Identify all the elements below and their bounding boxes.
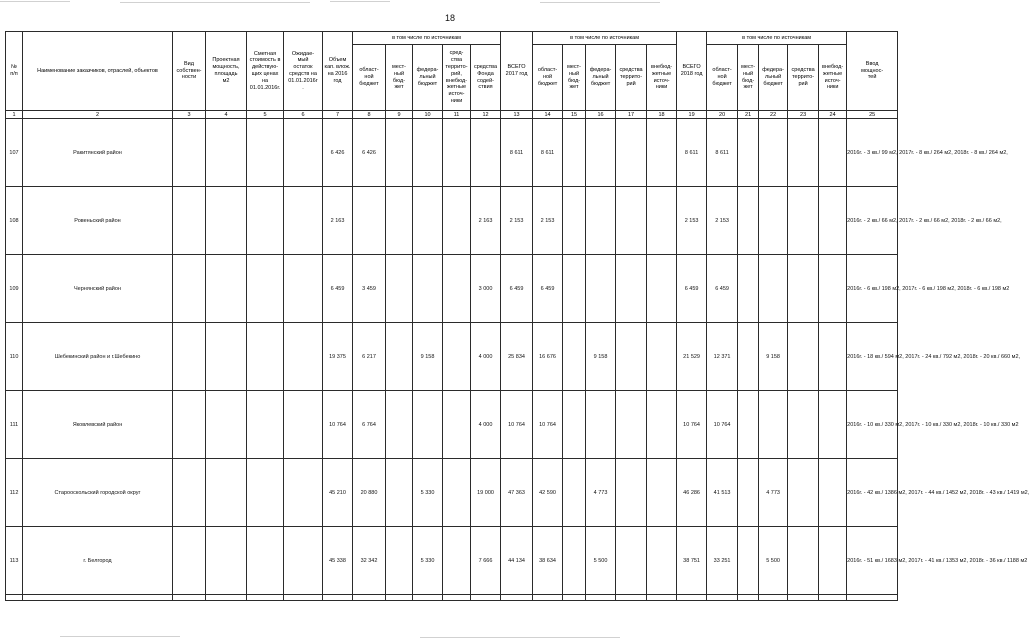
header-group-sources-2017: в том числе по источникам — [533, 32, 677, 45]
total-2017: 2 153 — [501, 187, 533, 255]
header-row-number: № п/п — [6, 32, 23, 111]
total-2017: 6 459 — [501, 255, 533, 323]
federal-budget-2017: 5 500 — [586, 527, 616, 595]
extrabudgetary-2018 — [819, 119, 847, 187]
ownership-type — [173, 527, 206, 595]
header-ownership-type: Вид собствен- ности — [173, 32, 206, 111]
row-number: 111 — [6, 391, 23, 459]
header-extrabudgetary-2017: внебюд- жетные источ- ники — [647, 45, 677, 111]
table-row — [6, 459, 898, 527]
object-name: Шебекинский район и г.Шебекино — [23, 323, 173, 391]
regional-budget-2018: 6 459 — [707, 255, 738, 323]
empty-cell — [533, 595, 563, 601]
local-budget-2017 — [563, 187, 586, 255]
row-number: 109 — [6, 255, 23, 323]
header-territory-funds-2017: средства террито- рий — [616, 45, 647, 111]
row-number: 110 — [6, 323, 23, 391]
local-budget-2018 — [738, 187, 759, 255]
regional-budget-2016: 20 880 — [353, 459, 386, 527]
empty-cell — [443, 595, 471, 601]
row-number: 112 — [6, 459, 23, 527]
assistance-fund-2016: 3 000 — [471, 255, 501, 323]
column-number: 17 — [616, 111, 647, 119]
extrabudgetary-2018 — [819, 187, 847, 255]
expected-balance — [284, 391, 323, 459]
local-budget-2016 — [386, 255, 413, 323]
estimated-cost — [247, 119, 284, 187]
design-capacity — [206, 459, 247, 527]
assistance-fund-2016: 2 163 — [471, 187, 501, 255]
column-number: 1 — [6, 111, 23, 119]
column-number: 21 — [738, 111, 759, 119]
ownership-type — [173, 459, 206, 527]
extrabudgetary-2017 — [647, 527, 677, 595]
column-number: 25 — [847, 111, 898, 119]
territory-funds-2017 — [616, 459, 647, 527]
territory-funds-2018 — [788, 255, 819, 323]
header-investment-2016: Объем кап. влож. на 2016 год — [323, 32, 353, 111]
table-row — [6, 255, 898, 323]
estimated-cost — [247, 323, 284, 391]
local-budget-2016 — [386, 459, 413, 527]
federal-budget-2016: 9 158 — [413, 323, 443, 391]
header-local-budget-2016: мест- ный бюд- жет — [386, 45, 413, 111]
header-local-budget-2017: мест- ный бюд- жет — [563, 45, 586, 111]
federal-budget-2018 — [759, 255, 788, 323]
federal-budget-2017: 4 773 — [586, 459, 616, 527]
header-local-budget-2018: мест- ный бюд- жет — [738, 45, 759, 111]
scan-artifact — [60, 636, 180, 637]
federal-budget-2017 — [586, 187, 616, 255]
empty-cell — [677, 595, 707, 601]
local-budget-2018 — [738, 119, 759, 187]
ownership-type — [173, 323, 206, 391]
territory-funds-2016 — [443, 119, 471, 187]
estimated-cost — [247, 187, 284, 255]
design-capacity — [206, 187, 247, 255]
header-territory-funds-2016: сред- ства террито- рий, внебюд- жетные источ- ники — [443, 45, 471, 111]
capacity-commissioning: 2016г. - 51 кв./ 1683 м2, 2017г. - 41 кв./ 1353 м2, 2018г. - 36 кв./ 1188 м2 — [847, 527, 898, 595]
local-budget-2018 — [738, 391, 759, 459]
federal-budget-2017 — [586, 119, 616, 187]
extrabudgetary-2017 — [647, 187, 677, 255]
scan-artifact — [330, 1, 390, 2]
total-2018: 10 764 — [677, 391, 707, 459]
territory-funds-2017 — [616, 391, 647, 459]
regional-budget-2018: 10 764 — [707, 391, 738, 459]
territory-funds-2018 — [788, 187, 819, 255]
territory-funds-2018 — [788, 527, 819, 595]
header-regional-budget-2017: област- ной бюджет — [533, 45, 563, 111]
territory-funds-2016 — [443, 255, 471, 323]
object-name: г. Белгород — [23, 527, 173, 595]
table-row — [6, 323, 898, 391]
capacity-commissioning: 2016г. - 3 кв./ 99 м2, 2017г. - 8 кв./ 264 м2, 2018г. - 8 кв./ 264 м2, — [847, 119, 898, 187]
header-regional-budget-2016: област- ной бюджет — [353, 45, 386, 111]
empty-cell — [647, 595, 677, 601]
design-capacity — [206, 323, 247, 391]
row-number: 108 — [6, 187, 23, 255]
federal-budget-2018 — [759, 391, 788, 459]
empty-cell — [247, 595, 284, 601]
federal-budget-2018: 5 500 — [759, 527, 788, 595]
investment-table — [5, 31, 1029, 601]
row-number: 107 — [6, 119, 23, 187]
capacity-commissioning: 2016г. - 42 кв./ 1386 м2, 2017г. - 44 кв./ 1452 м2, 2018г. - 43 кв./ 1419 м2, — [847, 459, 898, 527]
header-assistance-fund-2016: средства Фонда содей- ствия — [471, 45, 501, 111]
territory-funds-2016 — [443, 323, 471, 391]
local-budget-2017 — [563, 391, 586, 459]
empty-cell — [386, 595, 413, 601]
empty-cell — [738, 595, 759, 601]
object-name: Чернянский район — [23, 255, 173, 323]
empty-cell — [586, 595, 616, 601]
header-regional-budget-2018: област- ной бюджет — [707, 45, 738, 111]
extrabudgetary-2017 — [647, 119, 677, 187]
federal-budget-2016 — [413, 255, 443, 323]
column-number-row — [6, 111, 898, 119]
total-2018: 6 459 — [677, 255, 707, 323]
extrabudgetary-2017 — [647, 323, 677, 391]
territory-funds-2016 — [443, 527, 471, 595]
local-budget-2018 — [738, 459, 759, 527]
header-row — [6, 32, 898, 45]
local-budget-2017 — [563, 527, 586, 595]
local-budget-2017 — [563, 459, 586, 527]
assistance-fund-2016: 4 000 — [471, 323, 501, 391]
extrabudgetary-2017 — [647, 255, 677, 323]
capacity-commissioning: 2016г. - 10 кв./ 330 м2, 2017г. - 10 кв./ 330 м2, 2018г. - 10 кв./ 330 м2 — [847, 391, 898, 459]
column-number: 3 — [173, 111, 206, 119]
ownership-type — [173, 391, 206, 459]
regional-budget-2017: 10 764 — [533, 391, 563, 459]
capacity-commissioning: 2016г. - 6 кв./ 198 м2, 2017г. - 6 кв./ 198 м2, 2018г. - 6 кв./ 198 м2 — [847, 255, 898, 323]
total-2017: 47 363 — [501, 459, 533, 527]
federal-budget-2016 — [413, 391, 443, 459]
column-number: 7 — [323, 111, 353, 119]
total-2017: 25 834 — [501, 323, 533, 391]
territory-funds-2018 — [788, 391, 819, 459]
header-design-capacity: Проектная мощность, площадь м2 — [206, 32, 247, 111]
expected-balance — [284, 323, 323, 391]
assistance-fund-2016: 19 000 — [471, 459, 501, 527]
header-extrabudgetary-2018: внебюд- жетные источ- ники — [819, 45, 847, 111]
empty-cell — [6, 595, 23, 601]
column-number: 12 — [471, 111, 501, 119]
total-2018: 38 751 — [677, 527, 707, 595]
federal-budget-2016: 5 330 — [413, 527, 443, 595]
investment-2016: 6 459 — [323, 255, 353, 323]
territory-funds-2016 — [443, 459, 471, 527]
scan-artifact — [540, 2, 660, 3]
empty-cell — [501, 595, 533, 601]
assistance-fund-2016: 4 000 — [471, 391, 501, 459]
header-group-sources-2018: в том числе по источникам — [707, 32, 847, 45]
federal-budget-2017: 9 158 — [586, 323, 616, 391]
column-number: 4 — [206, 111, 247, 119]
header-expected-balance: Ожидае- мый остаток средств на 01.01.2016г . — [284, 32, 323, 111]
column-number: 6 — [284, 111, 323, 119]
column-number: 14 — [533, 111, 563, 119]
territory-funds-2017 — [616, 323, 647, 391]
expected-balance — [284, 255, 323, 323]
federal-budget-2018: 9 158 — [759, 323, 788, 391]
column-number: 10 — [413, 111, 443, 119]
scan-artifact — [120, 2, 310, 3]
column-number: 15 — [563, 111, 586, 119]
regional-budget-2016 — [353, 187, 386, 255]
expected-balance — [284, 119, 323, 187]
header-total-2018: ВСЕГО 2018 год — [677, 32, 707, 111]
ownership-type — [173, 119, 206, 187]
regional-budget-2017: 8 611 — [533, 119, 563, 187]
header-group-sources-2016: в том числе по источникам — [353, 32, 501, 45]
investment-2016: 10 764 — [323, 391, 353, 459]
estimated-cost — [247, 391, 284, 459]
object-name: Яковлевский район — [23, 391, 173, 459]
estimated-cost — [247, 255, 284, 323]
column-number: 8 — [353, 111, 386, 119]
scan-artifact — [0, 1, 70, 2]
total-2018: 21 529 — [677, 323, 707, 391]
empty-cell — [616, 595, 647, 601]
total-2017: 44 134 — [501, 527, 533, 595]
total-2018: 46 286 — [677, 459, 707, 527]
investment-2016: 45 338 — [323, 527, 353, 595]
header-total-2017: ВСЕГО 2017 год — [501, 32, 533, 111]
territory-funds-2016 — [443, 187, 471, 255]
local-budget-2016 — [386, 119, 413, 187]
ownership-type — [173, 187, 206, 255]
empty-cell — [847, 595, 898, 601]
header-territory-funds-2018: средства террито- рий — [788, 45, 819, 111]
design-capacity — [206, 527, 247, 595]
header-object-name: Наименование заказчиков, отраслей, объектов — [23, 32, 173, 111]
local-budget-2016 — [386, 527, 413, 595]
object-name: Ровеньский район — [23, 187, 173, 255]
regional-budget-2016: 6 426 — [353, 119, 386, 187]
territory-funds-2018 — [788, 323, 819, 391]
empty-cell — [788, 595, 819, 601]
empty-cell — [759, 595, 788, 601]
column-number: 2 — [23, 111, 173, 119]
assistance-fund-2016 — [471, 119, 501, 187]
estimated-cost — [247, 527, 284, 595]
extrabudgetary-2018 — [819, 391, 847, 459]
regional-budget-2017: 38 634 — [533, 527, 563, 595]
local-budget-2018 — [738, 323, 759, 391]
federal-budget-2016: 5 330 — [413, 459, 443, 527]
empty-cell — [284, 595, 323, 601]
federal-budget-2016 — [413, 119, 443, 187]
extrabudgetary-2017 — [647, 391, 677, 459]
expected-balance — [284, 459, 323, 527]
column-number: 24 — [819, 111, 847, 119]
regional-budget-2017: 2 153 — [533, 187, 563, 255]
federal-budget-2017 — [586, 255, 616, 323]
design-capacity — [206, 391, 247, 459]
local-budget-2017 — [563, 255, 586, 323]
local-budget-2018 — [738, 255, 759, 323]
design-capacity — [206, 255, 247, 323]
table-row — [6, 187, 898, 255]
column-number: 22 — [759, 111, 788, 119]
empty-cell — [353, 595, 386, 601]
investment-2016: 2 163 — [323, 187, 353, 255]
regional-budget-2016: 32 342 — [353, 527, 386, 595]
empty-cell — [206, 595, 247, 601]
territory-funds-2017 — [616, 255, 647, 323]
page-number: 18 — [444, 13, 455, 23]
assistance-fund-2016: 7 666 — [471, 527, 501, 595]
territory-funds-2017 — [616, 527, 647, 595]
expected-balance — [284, 187, 323, 255]
object-name: Ракитянский район — [23, 119, 173, 187]
territory-funds-2016 — [443, 391, 471, 459]
design-capacity — [206, 119, 247, 187]
local-budget-2018 — [738, 527, 759, 595]
header-estimated-cost: Сметная стоимость в действую- щих ценах на 01.01.2016г. — [247, 32, 284, 111]
federal-budget-2018: 4 773 — [759, 459, 788, 527]
territory-funds-2018 — [788, 459, 819, 527]
column-number: 9 — [386, 111, 413, 119]
federal-budget-2018 — [759, 119, 788, 187]
federal-budget-2016 — [413, 187, 443, 255]
table-row — [6, 119, 898, 187]
territory-funds-2017 — [616, 187, 647, 255]
column-number: 5 — [247, 111, 284, 119]
regional-budget-2018: 33 251 — [707, 527, 738, 595]
column-number: 13 — [501, 111, 533, 119]
header-federal-budget-2017: федера- льный бюджет — [586, 45, 616, 111]
empty-cell — [707, 595, 738, 601]
column-number: 19 — [677, 111, 707, 119]
local-budget-2017 — [563, 323, 586, 391]
extrabudgetary-2018 — [819, 323, 847, 391]
row-number: 113 — [6, 527, 23, 595]
investment-2016: 6 426 — [323, 119, 353, 187]
local-budget-2017 — [563, 119, 586, 187]
regional-budget-2018: 2 153 — [707, 187, 738, 255]
territory-funds-2017 — [616, 119, 647, 187]
regional-budget-2017: 42 590 — [533, 459, 563, 527]
empty-cell — [173, 595, 206, 601]
table-row — [6, 391, 898, 459]
regional-budget-2016: 6 764 — [353, 391, 386, 459]
empty-row — [6, 595, 898, 601]
total-2017: 8 611 — [501, 119, 533, 187]
header-federal-budget-2016: федера- льный бюджет — [413, 45, 443, 111]
empty-cell — [413, 595, 443, 601]
table-row — [6, 527, 898, 595]
empty-cell — [563, 595, 586, 601]
extrabudgetary-2017 — [647, 459, 677, 527]
regional-budget-2016: 6 217 — [353, 323, 386, 391]
regional-budget-2018: 8 611 — [707, 119, 738, 187]
estimated-cost — [247, 459, 284, 527]
federal-budget-2018 — [759, 187, 788, 255]
total-2018: 8 611 — [677, 119, 707, 187]
local-budget-2016 — [386, 391, 413, 459]
regional-budget-2016: 3 459 — [353, 255, 386, 323]
scan-artifact — [420, 637, 620, 638]
total-2018: 2 153 — [677, 187, 707, 255]
empty-cell — [471, 595, 501, 601]
capacity-commissioning: 2016г. - 2 кв./ 66 м2, 2017г. - 2 кв./ 66 м2, 2018г. - 2 кв./ 66 м2, — [847, 187, 898, 255]
column-number: 16 — [586, 111, 616, 119]
local-budget-2016 — [386, 323, 413, 391]
empty-cell — [323, 595, 353, 601]
local-budget-2016 — [386, 187, 413, 255]
regional-budget-2018: 41 513 — [707, 459, 738, 527]
extrabudgetary-2018 — [819, 255, 847, 323]
extrabudgetary-2018 — [819, 527, 847, 595]
territory-funds-2018 — [788, 119, 819, 187]
header-capacity-commissioning: Ввод мощнос- тей — [847, 32, 898, 111]
capacity-commissioning: 2016г. - 18 кв./ 594 м2, 2017г. - 24 кв./ 792 м2, 2018г. - 20 кв./ 660 м2, — [847, 323, 898, 391]
empty-cell — [819, 595, 847, 601]
total-2017: 10 764 — [501, 391, 533, 459]
column-number: 23 — [788, 111, 819, 119]
investment-2016: 19 375 — [323, 323, 353, 391]
federal-budget-2017 — [586, 391, 616, 459]
regional-budget-2017: 6 459 — [533, 255, 563, 323]
column-number: 18 — [647, 111, 677, 119]
regional-budget-2017: 16 676 — [533, 323, 563, 391]
expected-balance — [284, 527, 323, 595]
regional-budget-2018: 12 371 — [707, 323, 738, 391]
investment-2016: 45 210 — [323, 459, 353, 527]
column-number: 20 — [707, 111, 738, 119]
ownership-type — [173, 255, 206, 323]
object-name: Старооскольский городской округ — [23, 459, 173, 527]
column-number: 11 — [443, 111, 471, 119]
extrabudgetary-2018 — [819, 459, 847, 527]
header-federal-budget-2018: федера- льный бюджет — [759, 45, 788, 111]
empty-cell — [23, 595, 173, 601]
